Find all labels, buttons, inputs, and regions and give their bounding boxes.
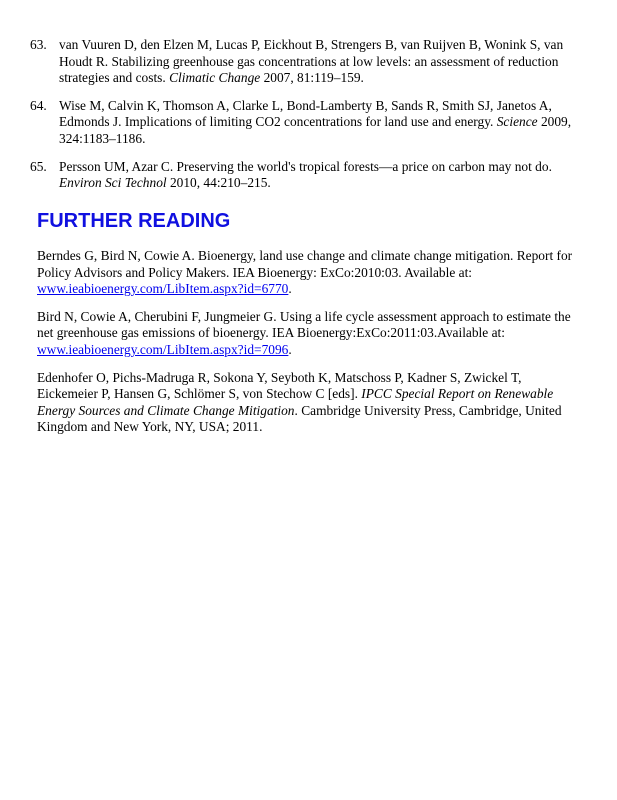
- reference-citation: 2007, 81:119–159.: [260, 70, 364, 86]
- further-reading-end: . Cambridge University Press, Cambridge, United Kingdom and New York, NY, USA; 2011.: [37, 402, 562, 435]
- reference-item: [0, 159, 580, 192]
- further-reading-list: [37, 248, 582, 447]
- further-reading-link[interactable]: www.ieabioenergy.com/LibItem.aspx?id=7096: [37, 341, 289, 357]
- reference-text: Wise M, Calvin K, Thomson A, Clarke L, Bond-Lamberty B, Sands R, Smith SJ, Janetos A, Edmonds J. Implications of limiting CO2 concentrations for land use and energy.: [59, 97, 552, 130]
- reference-journal: Environ Sci Technol: [59, 175, 167, 191]
- reference-item: [0, 37, 580, 87]
- further-reading-end: .: [288, 281, 292, 297]
- further-reading-end: .: [288, 341, 292, 357]
- reference-citation: 2009, 324:1183–1186.: [59, 114, 572, 146]
- reference-journal: Climatic Change: [169, 70, 261, 86]
- further-reading-link[interactable]: www.ieabioenergy.com/LibItem.aspx?id=6770: [37, 281, 289, 297]
- reference-text: van Vuuren D, den Elzen M, Lucas P, Eickhout B, Strengers B, van Ruijven B, Wonink S, van Houdt R. Stabilizing greenhouse gas concentrations at low levels: an assessment of reduction strategies and costs.: [59, 37, 564, 86]
- further-reading-text: Berndes G, Bird N, Cowie A. Bioenergy, land use change and climate change mitigation. Report for Policy Advisors and Policy Makers. IEA Bioenergy: ExCo:2010:03. Available at:: [37, 248, 573, 280]
- further-reading-title: IPCC Special Report on Renewable Energy Sources and Climate Change Mitigation: [37, 386, 554, 418]
- reference-list: [0, 37, 580, 203]
- reference-number: 63.: [30, 37, 47, 52]
- reference-journal: Science: [496, 114, 538, 130]
- further-reading-heading: FURTHER READING: [37, 210, 231, 232]
- reference-text: Persson UM, Azar C. Preserving the world's tropical forests—a price on carbon may not do.: [59, 158, 552, 174]
- further-reading-text: Edenhofer O, Pichs-Madruga R, Sokona Y, Seyboth K, Matschoss P, Kadner S, Zwickel T, Eickemeier P, Hansen G, Schlömer S, von Stechow C [eds].: [37, 369, 522, 402]
- reference-item: [0, 98, 580, 148]
- reference-citation: 2010, 44:210–215.: [166, 175, 271, 191]
- further-reading-item: [37, 248, 582, 298]
- reference-number: 65.: [30, 158, 47, 174]
- further-reading-text: Bird N, Cowie A, Cherubini F, Jungmeier G. Using a life cycle assessment approach to estimate the net greenhouse gas emissions of bioenergy. IEA Bioenergy:ExCo:2011:03.Available at:: [37, 308, 571, 341]
- further-reading-item: [37, 370, 582, 436]
- further-reading-item: [37, 309, 582, 359]
- reference-number: 64.: [30, 97, 47, 113]
